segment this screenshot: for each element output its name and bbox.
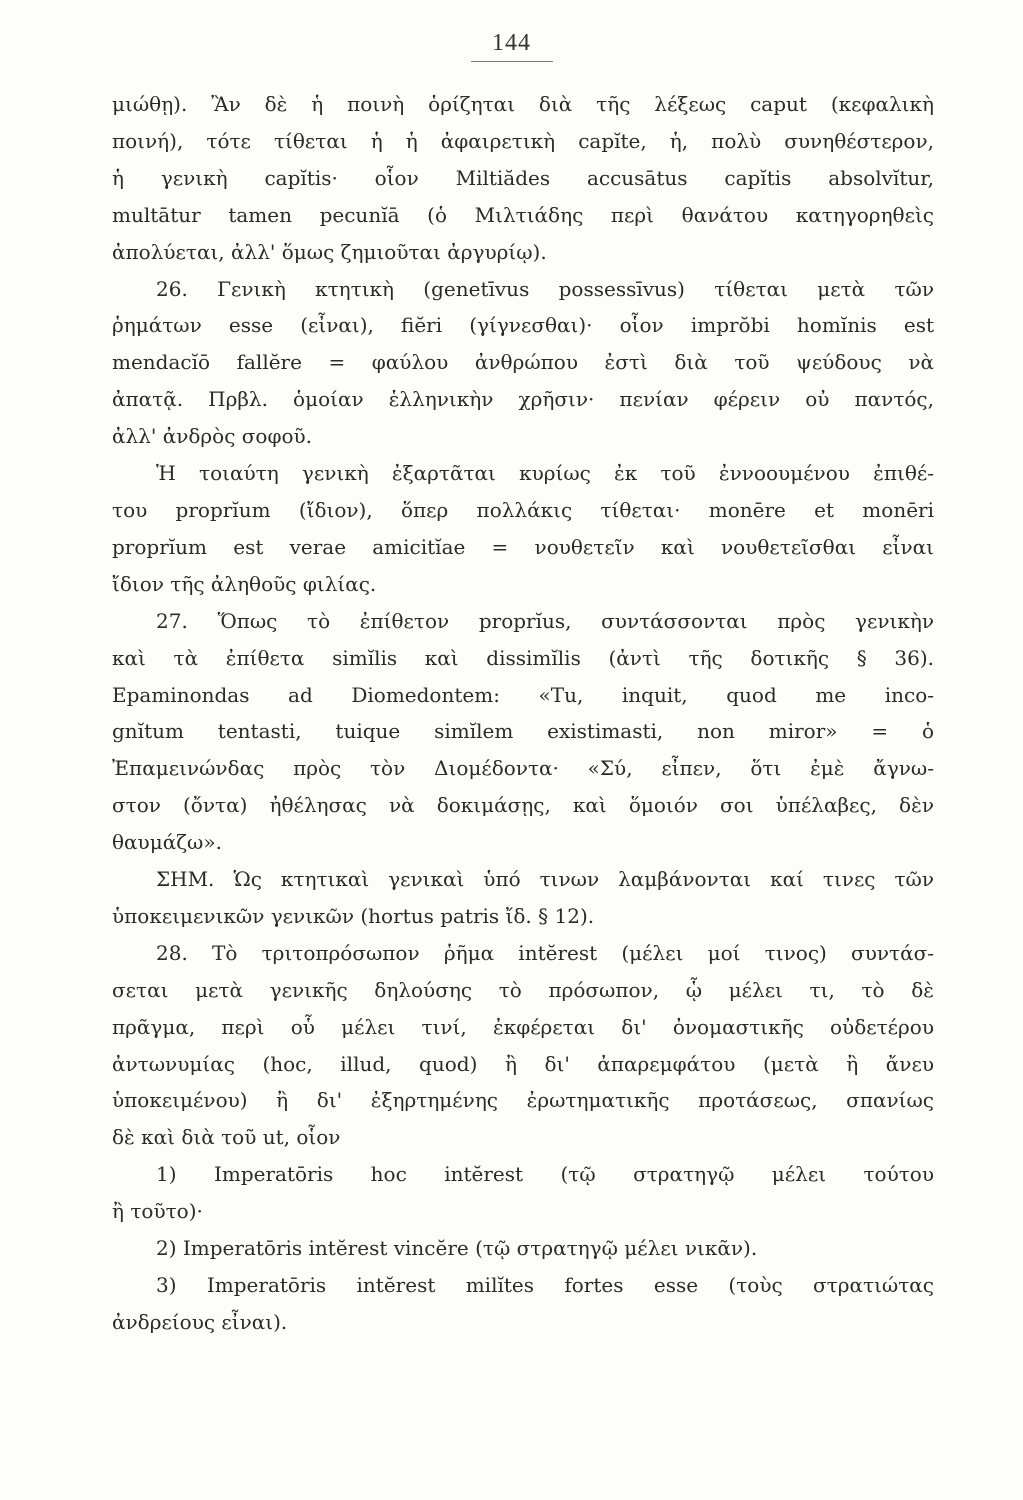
text-line: 26. Γενικὴ κτητικὴ (genetīvus possessīvus) τίθεται μετὰ τῶν <box>156 276 934 301</box>
text-line: ἴδιον τῆς ἀληθοῦς φιλίας. <box>112 571 377 596</box>
page-number: 144 <box>492 30 531 56</box>
example-line: 1) Imperatōris hoc intĕrest (τῷ στρατηγῷ μέλει τούτου <box>156 1162 934 1187</box>
text-line: καὶ τὰ ἐπίθετα simĭlis καὶ dissimĭlis (ἀντὶ τῆς δοτικῆς § 36). <box>112 645 934 670</box>
example-line: ἢ τοῦτο)· <box>112 1199 203 1224</box>
text-line: ὑποκειμενικῶν γενικῶν (hortus patris ἴδ. § 12). <box>112 903 595 928</box>
text-line: ὑποκειμένου) ἢ δι' ἐξηρτημένης ἐρωτηματικῆς προτάσεως, σπανίως <box>112 1088 934 1113</box>
text-line: στον (ὄντα) ἠθέλησας νὰ δοκιμάσῃς, καὶ ὅμοιόν σοι ὑπέλαβες, δὲν <box>112 793 934 818</box>
text-line: ποινή), τότε τίθεται ἡ ἡ ἀφαιρετικὴ capĭte, ἡ, πολὺ συνηθέστερον, <box>112 128 934 153</box>
text-line: 28. Τὸ τριτοπρόσωπον ῥῆμα intĕrest (μέλει μοί τινος) συντάσ- <box>156 940 934 965</box>
text-line: ἀλλ' ἀνδρὸς σοφοῦ. <box>112 424 313 449</box>
example-line: 2) Imperatōris intĕrest vincĕre (τῷ στρατηγῷ μέλει νικᾶν). <box>156 1236 758 1261</box>
text-line: ἡ γενικὴ capĭtis· οἷον Miltiădes accusātus capĭtis absolvĭtur, <box>112 165 934 190</box>
text-line: δὲ καὶ διὰ τοῦ ut, οἷον <box>112 1125 341 1150</box>
header-rule <box>471 61 553 62</box>
text-line: Epaminondas ad Diomedontem: «Tu, inquit, quod me inco- <box>112 682 934 707</box>
example-line: ἀνδρείους εἶναι). <box>112 1309 288 1334</box>
text-line: 27. Ὅπως τὸ ἐπίθετον proprĭus, συντάσσονται πρὸς γενικὴν <box>156 608 934 633</box>
text-line: mendacĭō fallĕre = φαύλου ἀνθρώπου ἐστὶ διὰ τοῦ ψεύδους νὰ <box>112 350 934 375</box>
text-line: proprĭum est verae amicitĭae = νουθετεῖν καὶ νουθετεῖσθαι εἶναι <box>112 534 934 559</box>
example-line: 3) Imperatōris intĕrest milĭtes fortes esse (τοὺς στρατιώτας <box>156 1273 934 1297</box>
text-line: ῥημάτων esse (εἶναι), fiĕri (γίγνεσθαι)· οἷον imprŏbi homĭnis est <box>112 313 934 338</box>
page-header <box>0 30 1023 62</box>
text-line: ΣΗΜ. Ὡς κτητικαὶ γενικαὶ ὑπό τινων λαμβάνονται καί τινες τῶν <box>156 867 934 892</box>
page-body <box>112 86 934 1341</box>
text-line: μιώθῃ). Ἂν δὲ ἡ ποινὴ ὁρίζηται διὰ τῆς λέξεως caput (κεφαλικὴ <box>112 92 934 116</box>
text-line: Ἐπαμεινώνδας πρὸς τὸν Διομέδοντα· «Σύ, εἶπεν, ὅτι ἐμὲ ἄγνω- <box>112 756 934 781</box>
text-line: πρᾶγμα, περὶ οὗ μέλει τινί, ἐκφέρεται δι' ὀνομαστικῆς οὐδετέρου <box>112 1014 934 1039</box>
text-line: θαυμάζω». <box>112 830 222 855</box>
text-line: multātur tamen pecunĭā (ὁ Μιλτιάδης περὶ θανάτου κατηγορηθεὶς <box>112 202 934 227</box>
text-line: ἀπατᾷ. Πρβλ. ὁμοίαν ἑλληνικὴν χρῆσιν· πενίαν φέρειν οὐ παντός, <box>112 387 934 412</box>
text-line: ἀντωνυμίας (hoc, illud, quod) ἢ δι' ἀπαρεμφάτου (μετὰ ἢ ἄνευ <box>112 1051 934 1076</box>
text-line: του proprĭum (ἴδιον), ὅπερ πολλάκις τίθεται· monēre et monēri <box>112 497 934 522</box>
text-line: gnĭtum tentasti, tuique simĭlem existimasti, non miror» = ὁ <box>112 719 934 744</box>
text-line: σεται μετὰ γενικῆς δηλούσης τὸ πρόσωπον, ᾧ μέλει τι, τὸ δὲ <box>112 977 934 1002</box>
text-line: Ἡ τοιαύτη γενικὴ ἐξαρτᾶται κυρίως ἐκ τοῦ ἐννοουμένου ἐπιθέ- <box>156 461 934 486</box>
text-line: ἀπολύεται, ἀλλ' ὅμως ζημιοῦται ἀργυρίῳ). <box>112 239 547 264</box>
